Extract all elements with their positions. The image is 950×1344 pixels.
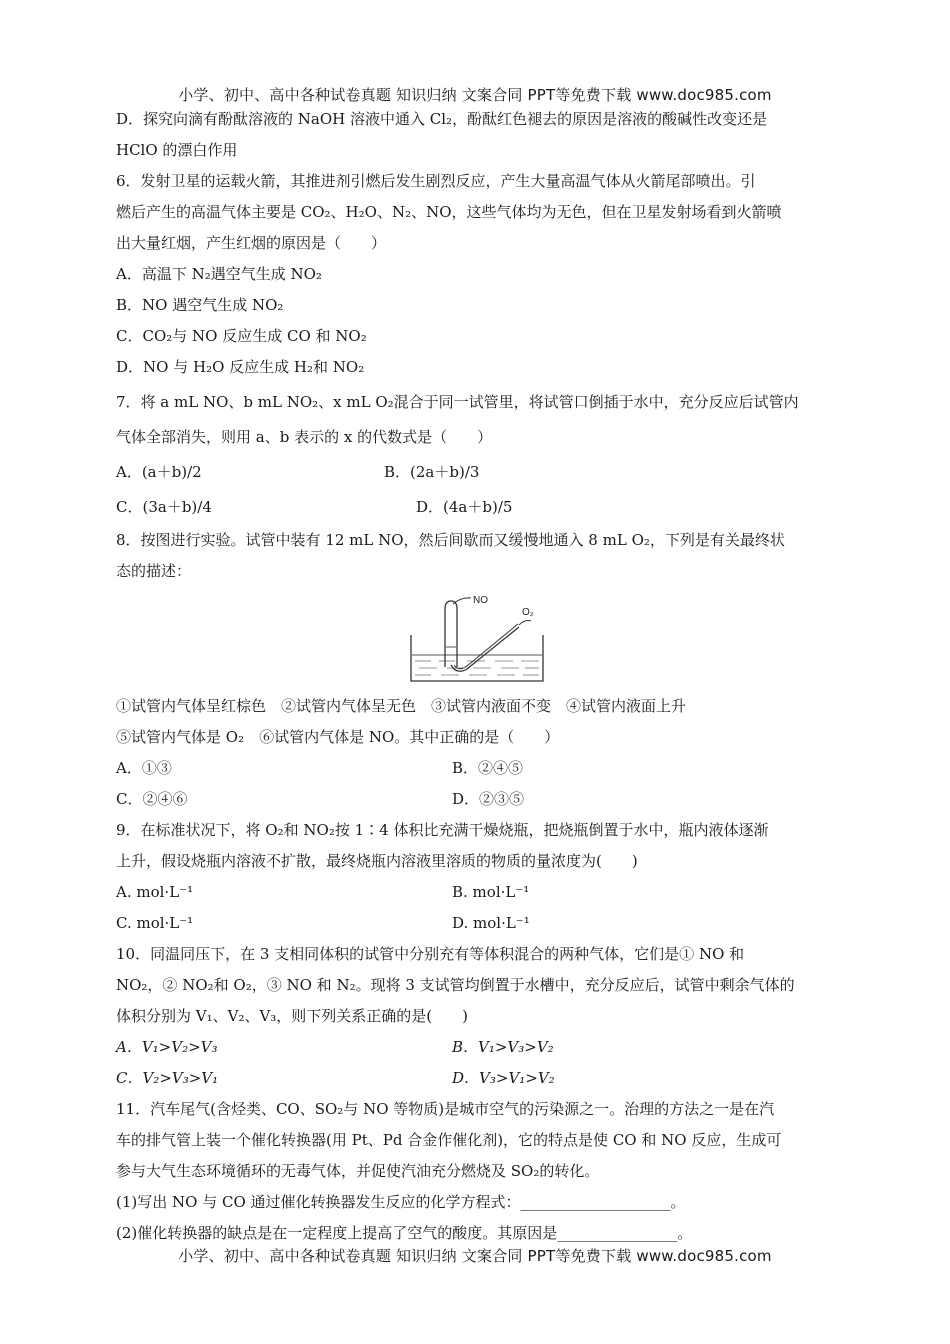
q8-option-a: A．①③ (116, 759, 172, 777)
q8-stem-line2: 态的描述： (116, 562, 192, 580)
q10-stem-line2: NO₂，② NO₂和 O₂，③ NO 和 N₂。现将 3 支试管均倒置于水槽中，充分反应后，试管中剩余气体的 (116, 976, 795, 994)
q9-stem-line2: 上升，假设烧瓶内溶液不扩散，最终烧瓶内溶液里溶质的物质的量浓度为( ) (116, 852, 638, 870)
q6-stem-line3: 出大量红烟，产生红烟的原因是（ ） (116, 234, 387, 252)
q8-options-row1 (116, 753, 838, 784)
q8-option-b: B．②④⑤ (452, 759, 524, 777)
water-hatching (415, 661, 539, 675)
q8-stem-line1: 8．按图进行实验。试管中装有 12 mL NO，然后间歇而又缓慢地通入 8 mL O₂，下列是有关最终状 (116, 531, 785, 549)
q6-option-a: A．高温下 N₂遇空气生成 NO₂ (116, 265, 322, 283)
page-header: 小学、初中、高中各种试卷真题 知识归纳 文案合同 PPT等免费下载 www.doc985.com (178, 86, 772, 104)
q7-stem-line1: 7．将 a mL NO、b mL NO₂、x mL O₂混合于同一试管里，将试管口倒插于水中，充分反应后试管内 (116, 393, 799, 411)
q5-option-d-line2: HClO 的漂白作用 (116, 141, 238, 159)
q6-stem-line2: 燃后产生的高温气体主要是 CO₂、H₂O、N₂、NO，这些气体均为无色，但在卫星发射场看到火箭喷 (116, 203, 782, 221)
question-11 (116, 1094, 838, 1249)
o2-delivery-tube-inner (454, 624, 518, 669)
q10-options-row2 (116, 1063, 838, 1094)
question-7 (116, 387, 838, 523)
q8-option-c: C．②④⑥ (116, 790, 188, 808)
question-8 (116, 525, 838, 815)
q10-options-row1 (116, 1032, 838, 1063)
q9-stem-line1: 9．在标准状况下，将 O₂和 NO₂按 1∶4 体积比充满干燥烧瓶，把烧瓶倒置于水中，瓶内液体逐渐 (116, 821, 769, 839)
label-o2: O₂ (522, 607, 534, 618)
q7-options-row1 (116, 457, 838, 488)
q7-options-row2 (116, 492, 838, 523)
q7-option-a: A．(a＋b)/2 (116, 463, 202, 481)
q10-option-d: D．V₃>V₁>V₂ (452, 1069, 555, 1087)
q11-subquestion-2: (2)催化转换器的缺点是在一定程度上提高了空气的酸度。其原因是________________。 (116, 1224, 693, 1242)
q9-option-a: A. mol·L⁻¹ (116, 883, 194, 901)
q10-stem-line1: 10．同温同压下，在 3 支相同体积的试管中分别充有等体积混合的两种气体，它们是① NO 和 (116, 945, 745, 963)
page-footer: 小学、初中、高中各种试卷真题 知识归纳 文案合同 PPT等免费下载 www.doc985.com (178, 1247, 772, 1265)
q6-option-c: C．CO₂与 NO 反应生成 CO 和 NO₂ (116, 327, 367, 345)
q8-desc-line2: ⑤试管内气体是 O₂ ⑥试管内气体是 NO。其中正确的是（ ） (116, 728, 560, 746)
q6-option-d: D．NO 与 H₂O 反应生成 H₂和 NO₂ (116, 358, 365, 376)
q7-option-c: C．(3a＋b)/4 (116, 498, 212, 516)
label-no: NO (473, 595, 488, 606)
q9-option-c: C. mol·L⁻¹ (116, 914, 194, 932)
inverted-test-tube (445, 601, 457, 667)
test-tube-apparatus-diagram (407, 595, 547, 685)
q11-stem-line3: 参与大气生态环境循环的无毒气体，并促使汽油充分燃烧及 SO₂的转化。 (116, 1162, 600, 1180)
question-10 (116, 939, 838, 1094)
q11-stem-line2: 车的排气管上装一个催化转换器(用 Pt、Pd 合金作催化剂)，它的特点是使 CO 和 NO 反应，生成可 (116, 1131, 782, 1149)
q7-stem-line2: 气体全部消失，则用 a、b 表示的 x 的代数式是（ ） (116, 428, 493, 446)
q6-stem-line1: 6．发射卫星的运载火箭，其推进剂引燃后发生剧烈反应，产生大量高温气体从火箭尾部喷出。引 (116, 172, 756, 190)
q10-stem-line3: 体积分别为 V₁、V₂、V₃，则下列关系正确的是( ) (116, 1007, 469, 1025)
q10-option-a: A．V₁>V₂>V₃ (116, 1038, 218, 1056)
question-6 (116, 166, 838, 383)
q9-options-row2 (116, 908, 838, 939)
document-body (116, 104, 838, 1249)
o2-label-lead (519, 621, 531, 626)
q9-option-b: B. mol·L⁻¹ (452, 883, 530, 901)
q8-options-row2 (116, 784, 838, 815)
q9-option-d: D. mol·L⁻¹ (452, 914, 530, 932)
question-9 (116, 815, 838, 939)
q6-option-b: B．NO 遇空气生成 NO₂ (116, 296, 284, 314)
q5-option-d-line1: D．探究向滴有酚酞溶液的 NaOH 溶液中通入 Cl₂，酚酞红色褪去的原因是溶液的酸碱性改变还是 (116, 110, 768, 128)
q9-options-row1 (116, 877, 838, 908)
q7-option-b: B．(2a＋b)/3 (384, 463, 480, 481)
o2-delivery-tube (451, 627, 519, 671)
q11-stem-line1: 11．汽车尾气(含烃类、CO、SO₂与 NO 等物质)是城市空气的污染源之一。治理的方法之一是在汽 (116, 1100, 775, 1118)
q10-option-b: B．V₁>V₃>V₂ (452, 1038, 554, 1056)
q8-apparatus-figure (116, 587, 838, 691)
q8-option-d: D．②③⑤ (452, 790, 525, 808)
q10-option-c: C．V₂>V₃>V₁ (116, 1069, 219, 1087)
q8-desc-line1: ①试管内气体呈红棕色 ②试管内气体呈无色 ③试管内液面不变 ④试管内液面上升 (116, 697, 687, 715)
q7-option-d: D．(4a＋b)/5 (416, 498, 513, 516)
q11-subquestion-1: (1)写出 NO 与 CO 通过催化转换器发生反应的化学方程式：____________________。 (116, 1193, 686, 1211)
